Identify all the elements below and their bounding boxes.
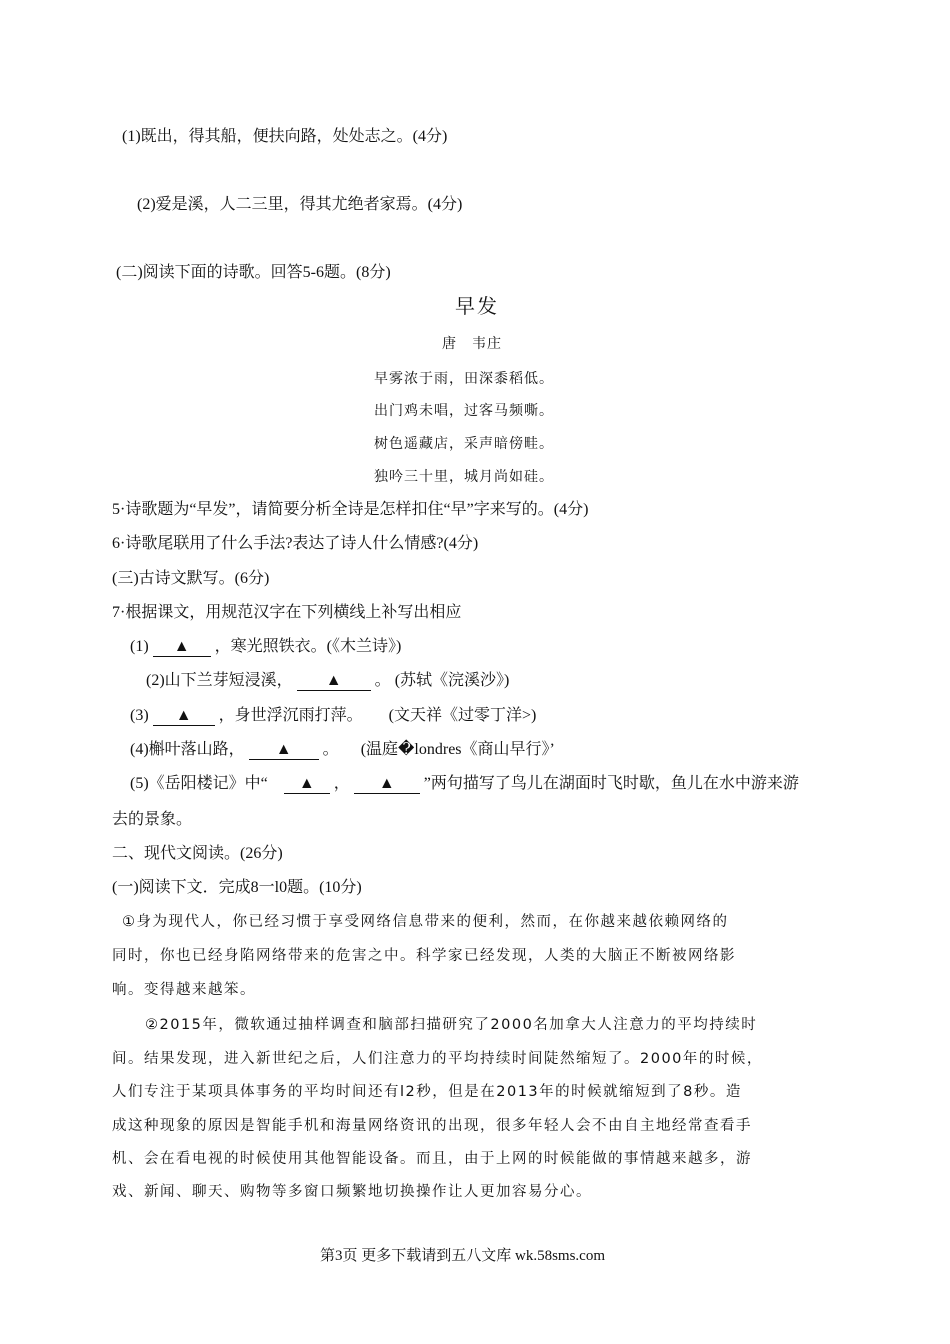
fill-item-1-text: ，寒光照铁衣。(《木兰诗》) [214,638,402,655]
poem-author: 唐 韦庄 [442,336,502,352]
paragraph-2-line-3: 人们专注于某项具体事务的平均时间还有l2秒，但是在2013年的时候就缩短到了8秒。造 [112,1084,742,1100]
page-footer: 第3页 更多下载请到五八文库 wk.58sms.com [320,1248,606,1264]
answer-blank-5a[interactable]: ▲ [284,775,330,794]
fill-item-3-source: (文天祥《过零丁洋>) [388,707,537,724]
paragraph-2-line-5: 机、会在看电视的时候使用其他智能设备。而且，由于上网的时候能做的事情越来越多，游 [112,1151,752,1167]
fill-item-4-source: (温庭�londres《商山早行》’ [360,741,555,758]
fill-item-2-source: (苏轼《浣溪沙》) [394,672,510,689]
answer-blank-1[interactable]: ▲ [153,638,211,657]
fill-item-1-number: (1) [130,638,149,655]
poem-title: 早发 [455,294,499,318]
poem-line-4: 独吟三十里，城月尚如硅。 [374,469,554,485]
fill-item-3-text: ，身世浮沉雨打萍。 [218,707,363,724]
poem-line-2: 出门鸡未唱，过客马频嘶。 [374,403,554,419]
fill-item-5 [130,774,799,794]
paragraph-2-line-1: ②2015年，微软通过抽样调查和脑部扫描研究了2000名加拿大人注意力的平均持续时 [145,1017,758,1033]
part-2-heading: 二、现代文阅读。(26分) [112,845,283,862]
fill-item-3 [130,706,536,726]
answer-blank-3[interactable]: ▲ [153,707,215,726]
fill-item-5-continuation: 去的景象。 [112,811,193,828]
translate-question-1: (1)既出，得其船，便扶向路，处处志之。(4分) [122,128,448,145]
paragraph-2-line-2: 间。结果发现，进入新世纪之后，人们注意力的平均持续时间陡然缩短了。2000年的时候， [112,1051,763,1067]
fill-item-1 [130,637,401,657]
translate-question-2: (2)爱是溪，人二三里，得其尤绝者家焉。(4分) [137,196,463,213]
section-3-heading: (三)古诗文默写。(6分) [112,570,270,587]
fill-item-2-prefix: (2)山下兰芽短浸溪， [146,672,293,689]
question-5: 5·诗歌题为“早发”，请简要分析全诗是怎样扣住“早”字来写的。(4分) [112,501,589,518]
fill-item-2 [146,671,509,691]
answer-blank-2[interactable]: ▲ [297,672,371,691]
paragraph-1-line-1: ①身为现代人，你已经习惯于享受网络信息带来的便利，然而，在你越来越依赖网络的 [122,914,729,930]
fill-item-2-end: 。 [374,672,391,689]
answer-blank-5b[interactable]: ▲ [354,775,420,794]
paragraph-1-line-3: 响。变得越来越笨。 [112,982,256,998]
fill-item-3-number: (3) [130,707,149,724]
fill-item-5-text: ”两句描写了鸟儿在湖面时飞时歇，鱼儿在水中游来游 [423,775,799,792]
fill-item-4-end: 。 [322,741,339,758]
fill-item-5-prefix: (5)《岳阳楼记》中“ [130,775,268,792]
section-2-heading: (二)阅读下面的诗歌。回答5-6题。(8分) [116,264,391,281]
answer-blank-4[interactable]: ▲ [249,741,319,760]
question-7: 7·根据课文，用规范汉字在下列横线上补写出相应 [112,604,462,621]
question-6: 6·诗歌尾联用了什么手法?表达了诗人什么情感?(4分) [112,535,479,552]
fill-item-4-prefix: (4)槲叶落山路， [130,741,245,758]
fill-item-4 [130,740,555,760]
paragraph-2-line-4: 成这种现象的原因是智能手机和海量网络资讯的出现，很多年轻人会不由自主地经常查看手 [112,1118,752,1134]
poem-line-1: 早雾浓于雨，田深黍稻低。 [374,371,554,387]
part-2-subheading: (一)阅读下文．完成8一l0题。(10分) [112,879,362,896]
paragraph-1-line-2: 同时，你也已经身陷网络带来的危害之中。科学家已经发现，人类的大脑正不断被网络影 [112,948,736,964]
fill-item-5-comma: ， [333,775,350,792]
poem-line-3: 树色遥藏店，采声暗傍畦。 [374,436,554,452]
paragraph-2-line-6: 戏、新闻、聊天、购物等多窗口频繁地切换操作让人更加容易分心。 [112,1184,592,1200]
